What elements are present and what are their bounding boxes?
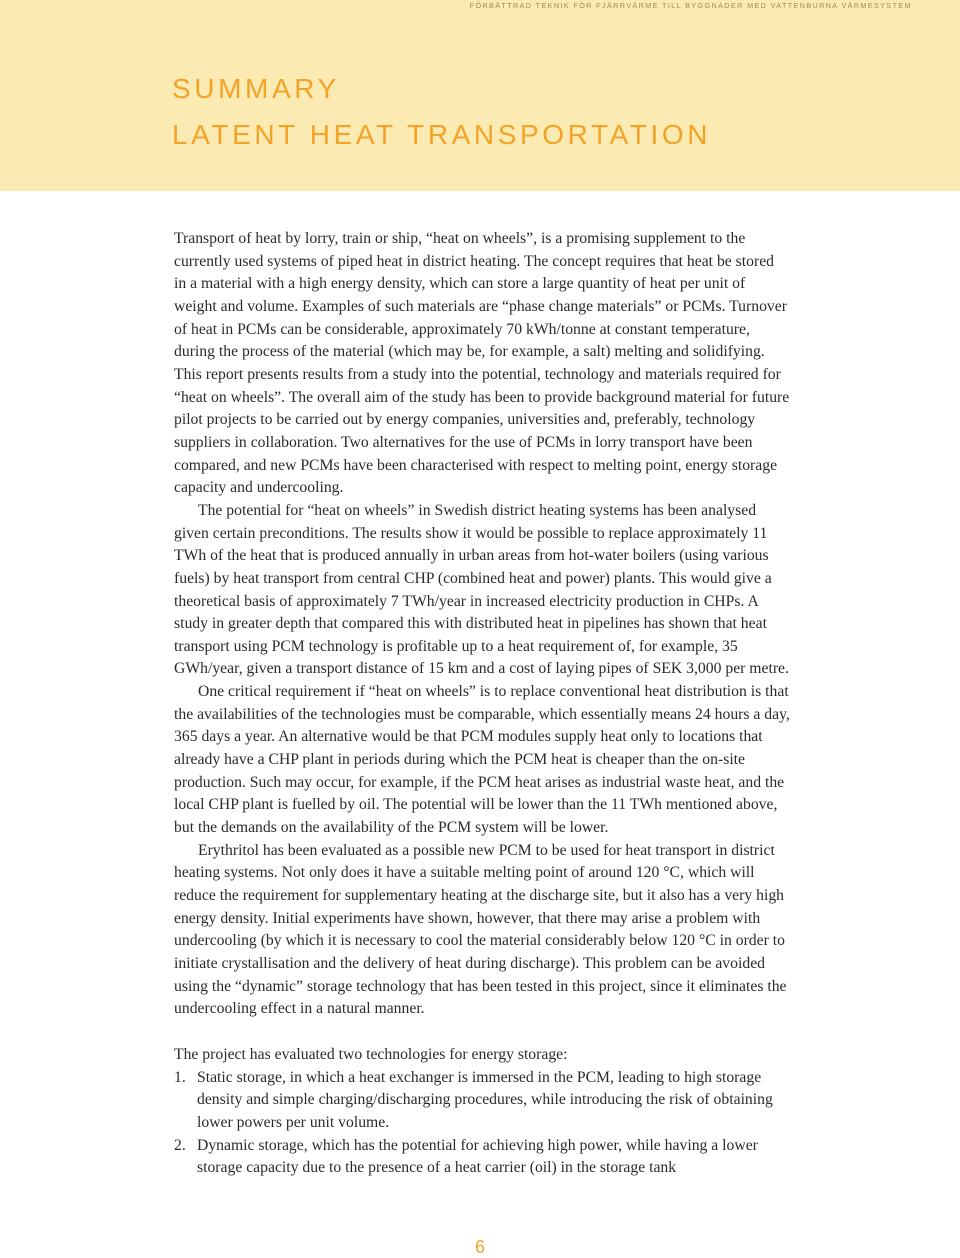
storage-technology-list [174, 1067, 790, 1180]
list-intro: The project has evaluated two technologies for energy storage: [174, 1045, 568, 1063]
list-item [174, 1067, 790, 1135]
page-subtitle: LATENT HEAT TRANSPORTATION [172, 119, 712, 150]
paragraph: Transport of heat by lorry, train or ship, “heat on wheels”, is a promising supplement to the currently used systems of piped heat in district heating. The concept requires that heat be stored in a material with a high energy density, which can store a large quantity of heat per unit of weight and volume. Examples of such materials are “phase change materials” or PCMs. Turnover of heat in PCMs can be considerable, approximately 70 kWh/tonne at constant temperature, during the process of the material (which may be, for example, a salt) melting and solidifying. This report presents results from a study into the potential, technology and materials required for “heat on wheels”. The overall aim of the study has been to provide background material for future pilot projects to be carried out by energy companies, universities and, preferably, technology suppliers in collaboration. Two alternatives for the use of PCMs in lorry transport have been compared, and new PCMs have been characterised with respect to melting point, energy storage capacity and undercooling. [174, 230, 790, 497]
header-band [0, 0, 960, 191]
paragraph: Erythritol has been evaluated as a possible new PCM to be used for heat transport in district heating systems. Not only does it have a suitable melting point of around 120 °C, which will reduce the requirement for supplementary heating at the discharge site, but it also has a very high energy density. Initial experiments have shown, however, that there may arise a problem with undercooling (by which it is necessary to cool the material considerably below 120 °C in order to initiate crystallisation and the delivery of heat during discharge). This problem can be avoided using the “dynamic” storage technology that has been tested in this project, since it eliminates the undercooling effect in a natural manner. [174, 841, 787, 1018]
paragraph-gap [174, 1021, 790, 1044]
page-number: 6 [474, 1237, 485, 1257]
page-title: SUMMARY [172, 73, 340, 104]
list-item-number: 2. [174, 1136, 186, 1154]
running-header: FÖRBÄTTRAD TEKNIK FÖR FJÄRRVÄRME TILL BYGGNADER MED VATTENBURNA VÄRMESYSTEM [469, 1, 912, 10]
list-item [174, 1135, 790, 1180]
paragraph: One critical requirement if “heat on wheels” is to replace conventional heat distribution is that the availabilities of the technologies must be comparable, which essentially means 24 hours a day, 365 days a year. An alternative would be that PCM modules supply heat only to locations that already have a CHP plant in periods during which the PCM heat is cheaper than the on-site production. Such may occur, for example, if the PCM heat arises as industrial waste heat, and the local CHP plant is fuelled by oil. The potential will be lower than the 11 TWh mentioned above, but the demands on the availability of the PCM system will be lower. [174, 683, 790, 837]
list-item-text: Static storage, in which a heat exchanger is immersed in the PCM, leading to high storage density and simple charging/discharging procedures, while introducing the risk of obtaining lower powers per unit volume. [197, 1068, 773, 1131]
list-item-text: Dynamic storage, which has the potential for achieving high power, while having a lower storage capacity due to the presence of a heat carrier (oil) in the storage tank [197, 1136, 758, 1177]
list-item-number: 1. [174, 1068, 186, 1086]
paragraph: The potential for “heat on wheels” in Swedish district heating systems has been analysed given certain preconditions. The results show it would be possible to replace approximately 11 TWh of the heat that is produced annually in urban areas from hot-water boilers (using various fuels) by heat transport from central CHP (combined heat and power) plants. This would give a theoretical basis of approximately 7 TWh/year in increased electricity production in CHPs. A study in greater depth that compared this with distributed heat in pipelines has shown that heat transport using PCM technology is profitable up to a heat requirement of, for example, 35 GWh/year, given a transport distance of 15 km and a cost of laying pipes of SEK 3,000 per metre. [174, 501, 789, 678]
body-text [174, 228, 790, 1180]
